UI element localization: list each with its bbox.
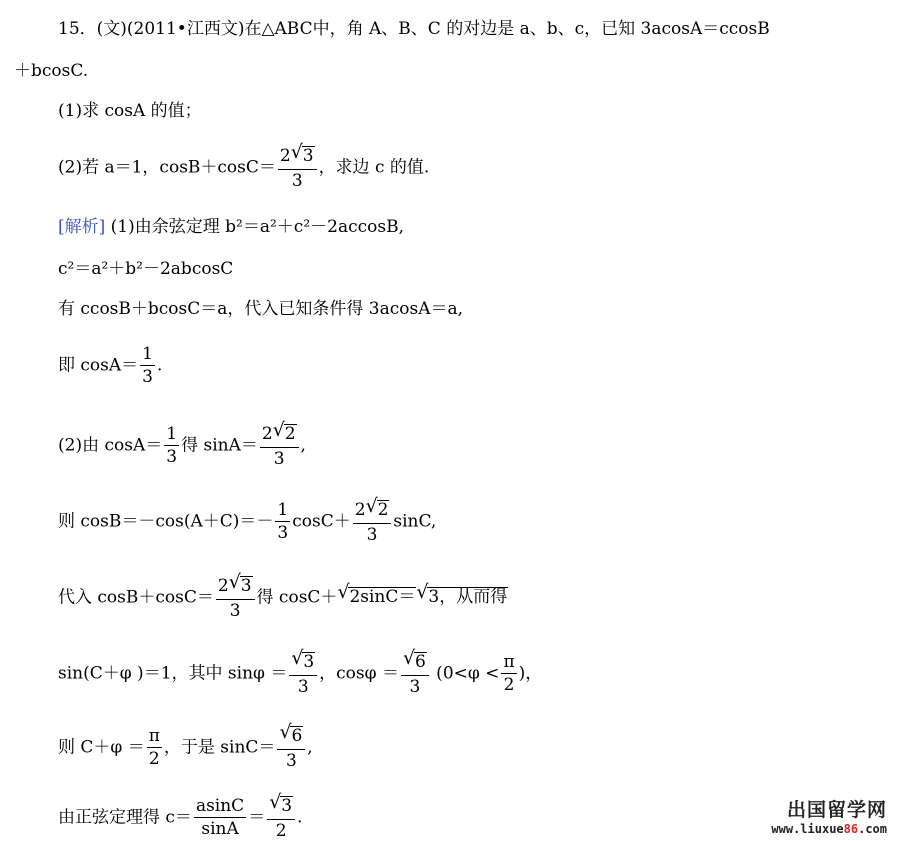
solution-line-9: 则 C＋φ ＝ $\frac{\pi}{2}$ ，于是 sinC＝ √ 6 3 , [58, 721, 313, 771]
s8-prefix: sin(C＋φ )＝1，其中 sinφ ＝ [58, 663, 288, 684]
q2-prefix: (2)若 a＝1，cosB＋cosC＝ [58, 157, 276, 178]
s7-prefix: 代入 cosB＋cosC＝ [58, 587, 214, 608]
watermark-url: www.liuxue86.com [771, 822, 887, 836]
analysis-label: [解析] [58, 217, 106, 237]
solution-line-7 [58, 571, 508, 621]
cosine-law-b: (1)由余弦定理 b²＝a²＋c²－2accosB, [110, 217, 404, 237]
fraction-2sqrt2-over-3: 2 √ 2 3 [260, 424, 299, 468]
s5-prefix: (2)由 cosA＝ [58, 435, 163, 456]
s5-mid: 得 sinA＝ [181, 435, 258, 456]
question-1: (1)求 cosA 的值； [58, 101, 202, 121]
fraction-2sqrt2-over-3: 2 √ 2 3 [353, 500, 392, 544]
s6-mid: cosC＋ [292, 511, 351, 532]
fraction-1-over-3: $\frac{1}{3}$ [166, 423, 178, 467]
sqrt-symbol: √ 3，从而得 [416, 581, 508, 608]
s8-suffix: )， [518, 663, 543, 684]
s10-prefix: 由正弦定理得 c＝ [58, 807, 192, 828]
s6-prefix: 则 cosB＝－cos(A＋C)＝－ [58, 511, 274, 532]
s4-prefix: 即 cosA＝ [58, 355, 139, 376]
watermark [771, 795, 887, 836]
watermark-title: 出国留学网 [786, 799, 887, 821]
solution-line-6 [58, 495, 437, 545]
fraction-2sqrt3-over-3: 2 √ 3 3 [216, 576, 255, 620]
s8-mid: ，cosφ ＝ [319, 663, 399, 684]
s9-prefix: 则 C＋φ ＝ [58, 737, 145, 758]
fraction-sqrt3-over-3: √ 3 3 [289, 652, 317, 696]
s8-mid2: (0<φ < [430, 663, 500, 684]
solution-line-3: 有 ccosB＋bcosC＝a，代入已知条件得 3acosA＝a, [58, 299, 464, 319]
solution-line-5: (2)由 cosA＝ $\frac{1}{3}$ 得 sinA＝ 2 √ 2 3 , [58, 419, 306, 469]
s10-mid: ＝ [248, 807, 266, 828]
solution-line-2: c²＝a²＋b²－2abcosC [58, 259, 234, 279]
fraction-1-over-3: $\frac{1}{3}$ [142, 344, 153, 387]
solution-line-1 [58, 216, 404, 238]
problem-line-1: 15．(文)(2011•江西文)在△ABC中，角 A、B、C 的对边是 a、b、c，已知 3acosA＝ccosB [58, 19, 770, 39]
s6-suffix: sinC, [393, 511, 437, 532]
solution-line-4: 即 cosA＝ $\frac{1}{3}$ . [58, 344, 163, 387]
fraction-asinC-over-sinA: $\frac{asinC}{\sin A}$ [195, 795, 245, 839]
fraction-1-over-3: $\frac{1}{3}$ [277, 499, 289, 543]
solution-line-8 [58, 647, 543, 697]
fraction-pi-over-2: $\frac{\pi}{2}$ [148, 725, 160, 769]
s9-mid: ，于是 sinC＝ [163, 737, 276, 758]
fraction-sqrt6-over-3: √ 6 3 [401, 652, 429, 696]
q2-suffix: ，求边 c 的值. [318, 157, 430, 178]
sqrt-symbol: √ 2sinC＝ [337, 581, 416, 608]
fraction-pi-over-2: $\frac{\pi}{2}$ [503, 651, 515, 695]
problem-line-2: ＋bcosC. [14, 61, 89, 81]
fraction-sqrt6-over-3: √ 6 3 [277, 726, 305, 770]
s7-mid: 得 cosC＋ [256, 587, 338, 608]
question-2 [58, 141, 430, 191]
fraction-2sqrt3-over-3: 2 √ 3 3 [278, 146, 317, 190]
fraction-sqrt3-over-2: √ 3 2 [267, 796, 295, 840]
solution-line-10: 由正弦定理得 c＝ $\frac{asinC}{\sin A}$ ＝ √ 3 2 . [58, 791, 303, 841]
